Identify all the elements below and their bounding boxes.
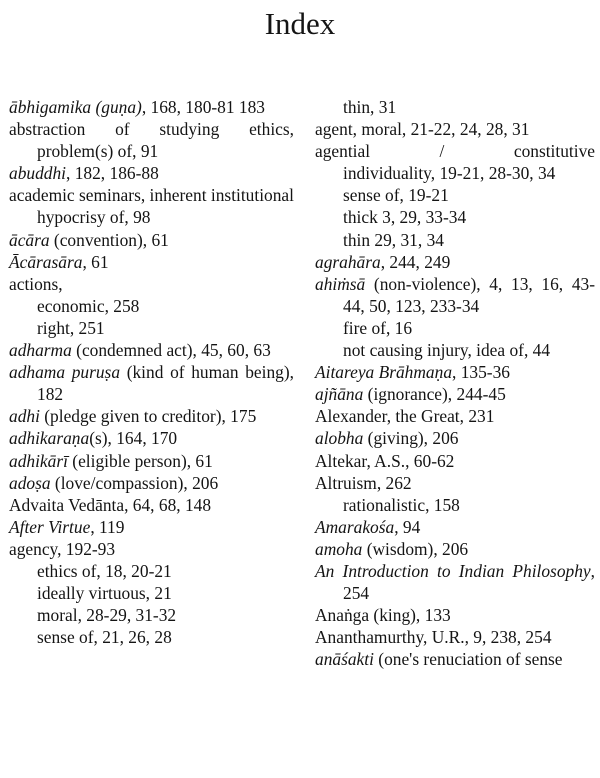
index-text: Ananthamurthy, U.R., 9, 238, 254: [315, 627, 552, 648]
index-subentry: [315, 184, 595, 206]
index-text: not causing injury, idea of, 44: [343, 340, 551, 361]
index-text: thin 29, 31, 34: [343, 229, 444, 250]
index-entry: [315, 626, 595, 648]
index-term-italic: adharma: [9, 340, 72, 361]
index-entry: [9, 472, 294, 494]
index-text: (eligible person), 61: [67, 450, 213, 471]
index-entry: [9, 516, 294, 538]
index-subentry: [315, 229, 595, 251]
index-text: (pledge given to creditor), 175: [39, 406, 257, 427]
page-title: Index: [264, 6, 336, 41]
index-text: (non-violence), 4, 13, 16, 43-44, 50, 123, 233-34: [343, 273, 595, 316]
index-subentry: [315, 162, 595, 184]
index-entry: [315, 273, 595, 317]
index-text: thick 3, 29, 33-34: [343, 207, 467, 228]
index-entry: [315, 472, 595, 494]
index-entry: [315, 450, 595, 472]
index-text: (love/compassion), 206: [50, 472, 219, 493]
index-text: , 135-36: [452, 362, 510, 383]
index-text: ideally virtuous, 21: [37, 583, 172, 604]
index-text: moral, 28-29, 31-32: [37, 605, 177, 626]
index-text: Altruism, 262: [315, 472, 412, 493]
index-text: , 254: [343, 560, 595, 604]
index-entry: [9, 96, 294, 118]
index-subentry: [315, 317, 595, 339]
index-subentry: [9, 582, 294, 604]
index-column-right: [315, 96, 595, 670]
index-text: economic, 258: [37, 295, 140, 316]
index-entry: [9, 251, 294, 273]
index-entry: [315, 604, 595, 626]
index-text: (giving), 206: [363, 428, 459, 449]
index-text: Altekar, A.S., 60-62: [315, 450, 455, 471]
index-term-italic: amoha: [315, 538, 363, 559]
index-text: right, 251: [37, 317, 105, 338]
index-term-italic: anāśakti: [315, 649, 374, 670]
index-term-italic: adhikaraṇa: [9, 428, 90, 449]
index-text: sense of, 19-21: [343, 185, 449, 206]
index-text: abstraction of studying ethics, problem(s) of, 91: [9, 119, 294, 162]
index-text: Alexander, the Great, 231: [315, 406, 495, 427]
index-term-italic: adhikārī: [9, 450, 68, 471]
index-text: (wisdom), 206: [362, 538, 469, 559]
index-text: academic seminars, inherent institutional hypocrisy of, 98: [9, 185, 294, 228]
index-subentry: [9, 560, 294, 582]
index-subentry: [9, 626, 294, 648]
index-text: (kind of human being), 182: [37, 362, 294, 405]
index-term-italic: agrahāra: [315, 251, 381, 272]
index-entry: [9, 339, 294, 361]
index-term-italic: adoṣa: [9, 472, 51, 493]
index-text: Anaṅga (king), 133: [315, 605, 451, 626]
index-text: (condemned act), 45, 60, 63: [71, 340, 271, 361]
index-entry: [315, 383, 595, 405]
index-term-italic: abuddhi: [9, 163, 67, 184]
index-entry: [9, 273, 294, 295]
index-entry: [9, 229, 294, 251]
index-term-italic: adhama puruṣa: [9, 362, 121, 383]
index-entry: [9, 405, 294, 427]
index-text: ethics of, 18, 20-21: [37, 560, 172, 581]
index-entry: [315, 405, 595, 427]
index-term-italic: alobha: [315, 428, 364, 449]
index-entry: [315, 361, 595, 383]
index-column-left: [9, 96, 294, 648]
index-subentry: [9, 317, 294, 339]
index-text: (convention), 61: [49, 229, 169, 250]
index-term-italic: adhi: [9, 406, 40, 427]
index-subentry: [315, 494, 595, 516]
index-text: (ignorance), 244-45: [363, 384, 506, 405]
index-term-italic: ābhigamika (guṇa): [9, 97, 142, 117]
index-entry: [315, 648, 595, 670]
index-term-italic: ahiṁsā: [315, 273, 366, 294]
index-text: , 119: [90, 516, 125, 537]
index-entry: [9, 538, 294, 560]
index-term-italic: Aitareya Brāhmaṇa: [315, 362, 453, 383]
index-entry: [315, 427, 595, 449]
index-text: sense of, 21, 26, 28: [37, 627, 172, 648]
index-subentry: [315, 339, 595, 361]
index-entry: [315, 538, 595, 560]
index-text: , 61: [82, 251, 109, 272]
index-term-italic: After Virtue: [9, 516, 91, 537]
index-text: , 94: [394, 516, 421, 537]
index-term-italic: ācāra: [9, 229, 50, 250]
index-term-italic: ajñāna: [315, 384, 364, 405]
index-term-italic: Ācārasāra: [9, 251, 83, 272]
index-text: , 182, 186-88: [66, 163, 159, 184]
index-text: agent, moral, 21-22, 24, 28, 31: [315, 119, 530, 140]
index-text: (s), 164, 170: [89, 428, 178, 449]
index-entry: [9, 118, 294, 162]
index-text: actions,: [9, 273, 63, 294]
index-text: thin, 31: [343, 97, 397, 117]
index-text: (one's renuciation of sense: [373, 649, 563, 670]
index-text: , 244, 249: [380, 251, 451, 272]
index-text: individuality, 19-21, 28-30, 34: [343, 163, 556, 184]
index-entry: [315, 560, 595, 604]
index-text: agency, 192-93: [9, 538, 116, 559]
index-subentry: [315, 96, 595, 118]
index-subentry: [315, 206, 595, 228]
index-entry: [315, 118, 595, 140]
index-entry: [9, 450, 294, 472]
index-entry: [9, 184, 294, 228]
index-text: rationalistic, 158: [343, 494, 460, 515]
index-entry: [315, 516, 595, 538]
index-entry: [315, 251, 595, 273]
index-text: , 168, 180-81 183: [141, 97, 266, 117]
index-text: Advaita Vedānta, 64, 68, 148: [9, 494, 212, 515]
index-entry: [315, 140, 595, 162]
index-entry: [9, 427, 294, 449]
index-text: agential / constitutive: [315, 141, 595, 162]
index-entry: [9, 162, 294, 184]
index-text: fire of, 16: [343, 317, 413, 338]
index-subentry: [9, 604, 294, 626]
index-entry: [9, 361, 294, 405]
index-subentry: [9, 295, 294, 317]
index-term-italic: Amarakośa: [315, 516, 395, 537]
index-term-italic: An Introduction to Indian Philosophy: [315, 560, 591, 581]
index-entry: [9, 494, 294, 516]
